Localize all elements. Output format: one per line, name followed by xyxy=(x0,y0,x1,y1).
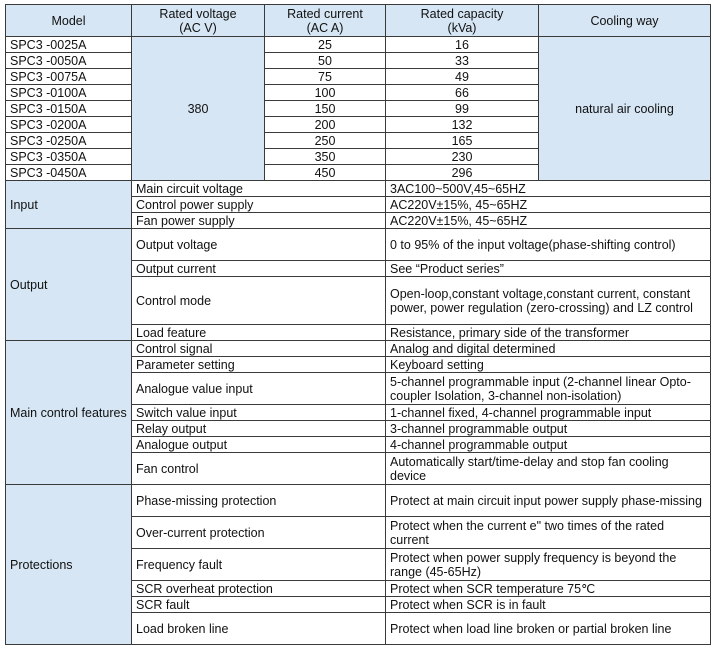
model-name: SPC3 -0450A xyxy=(6,165,132,181)
section-protections: Protections xyxy=(6,485,132,645)
rated-current-value: 25 xyxy=(265,37,386,53)
header-model: Model xyxy=(6,5,132,37)
spec-param: Phase-missing protection xyxy=(132,485,386,517)
rated-current-value: 200 xyxy=(265,117,386,133)
model-name: SPC3 -0350A xyxy=(6,149,132,165)
spec-value: See “Product series” xyxy=(386,261,711,277)
rated-current-value: 50 xyxy=(265,53,386,69)
spec-value: Protect at main circuit input power supply phase-missing xyxy=(386,485,711,517)
spec-value: 4-channel programmable output xyxy=(386,437,711,453)
spec-param: Control mode xyxy=(132,277,386,325)
spec-value: Protect when load line broken or partial broken line xyxy=(386,613,711,645)
spec-value: Resistance, primary side of the transformer xyxy=(386,325,711,341)
model-name: SPC3 -0100A xyxy=(6,85,132,101)
spec-value: 1-channel fixed, 4-channel programmable input xyxy=(386,405,711,421)
section-input: Input xyxy=(6,181,132,229)
rated-current-value: 250 xyxy=(265,133,386,149)
rated-current-value: 100 xyxy=(265,85,386,101)
spec-value: Protect when the current e" two times of the rated current xyxy=(386,517,711,549)
spec-param: Frequency fault xyxy=(132,549,386,581)
model-row xyxy=(6,37,711,53)
spec-value: AC220V±15%, 45~65HZ xyxy=(386,213,711,229)
header-rated-current: Rated current (AC A) xyxy=(265,5,386,37)
spec-param: Fan control xyxy=(132,453,386,485)
rated-current-value: 150 xyxy=(265,101,386,117)
spec-value: Automatically start/time-delay and stop fan cooling device xyxy=(386,453,711,485)
rated-capacity-value: 165 xyxy=(386,133,539,149)
rated-current-value: 450 xyxy=(265,165,386,181)
spec-value: AC220V±15%, 45~65HZ xyxy=(386,197,711,213)
spec-value: Keyboard setting xyxy=(386,357,711,373)
rated-capacity-value: 296 xyxy=(386,165,539,181)
model-name: SPC3 -0200A xyxy=(6,117,132,133)
header-rated-capacity: Rated capacity (kVa) xyxy=(386,5,539,37)
spec-value: 5-channel programmable input (2-channel linear Opto-coupler Isolation, 3-channel non-isolation) xyxy=(386,373,711,405)
spec-param: Analogue output xyxy=(132,437,386,453)
spec-param: Control power supply xyxy=(132,197,386,213)
spec-value: Protect when power supply frequency is beyond the range (45-65Hz) xyxy=(386,549,711,581)
rated-capacity-value: 49 xyxy=(386,69,539,85)
spec-value: Protect when SCR is in fault xyxy=(386,597,711,613)
spec-value: Protect when SCR temperature 75℃ xyxy=(386,581,711,597)
spec-param: Relay output xyxy=(132,421,386,437)
spec-param: Analogue value input xyxy=(132,373,386,405)
spec-value: 3AC100~500V,45~65HZ xyxy=(386,181,711,197)
cooling-way-value: natural air cooling xyxy=(539,37,711,181)
rated-capacity-value: 132 xyxy=(386,117,539,133)
section-output: Output xyxy=(6,229,132,341)
spec-param: Main circuit voltage xyxy=(132,181,386,197)
spec-param: Output current xyxy=(132,261,386,277)
header-row xyxy=(6,5,711,37)
rated-current-value: 75 xyxy=(265,69,386,85)
header-rated-voltage: Rated voltage (AC V) xyxy=(132,5,265,37)
section-main-control: Main control features xyxy=(6,341,132,485)
spec-param: Parameter setting xyxy=(132,357,386,373)
spec-row xyxy=(6,229,711,261)
model-name: SPC3 -0025A xyxy=(6,37,132,53)
rated-voltage-value: 380 xyxy=(132,37,265,181)
rated-current-value: 350 xyxy=(265,149,386,165)
spec-value: Open-loop,constant voltage,constant current, constant power, power regulation (zero-crossing) and LZ control xyxy=(386,277,711,325)
spec-value: 0 to 95% of the input voltage(phase-shifting control) xyxy=(386,229,711,261)
spec-row xyxy=(6,341,711,357)
spec-param: Control signal xyxy=(132,341,386,357)
model-name: SPC3 -0150A xyxy=(6,101,132,117)
model-name: SPC3 -0050A xyxy=(6,53,132,69)
spec-param: Switch value input xyxy=(132,405,386,421)
spec-param: Over-current protection xyxy=(132,517,386,549)
model-name: SPC3 -0075A xyxy=(6,69,132,85)
rated-capacity-value: 33 xyxy=(386,53,539,69)
spec-param: Load feature xyxy=(132,325,386,341)
spec-value: 3-channel programmable output xyxy=(386,421,711,437)
header-cooling-way: Cooling way xyxy=(539,5,711,37)
spec-param: Load broken line xyxy=(132,613,386,645)
spec-param: Fan power supply xyxy=(132,213,386,229)
spec-param: SCR overheat protection xyxy=(132,581,386,597)
spec-row xyxy=(6,181,711,197)
spec-table xyxy=(5,4,711,645)
spec-param: SCR fault xyxy=(132,597,386,613)
spec-param: Output voltage xyxy=(132,229,386,261)
rated-capacity-value: 230 xyxy=(386,149,539,165)
rated-capacity-value: 16 xyxy=(386,37,539,53)
spec-value: Analog and digital determined xyxy=(386,341,711,357)
rated-capacity-value: 66 xyxy=(386,85,539,101)
model-name: SPC3 -0250A xyxy=(6,133,132,149)
spec-row xyxy=(6,485,711,517)
rated-capacity-value: 99 xyxy=(386,101,539,117)
